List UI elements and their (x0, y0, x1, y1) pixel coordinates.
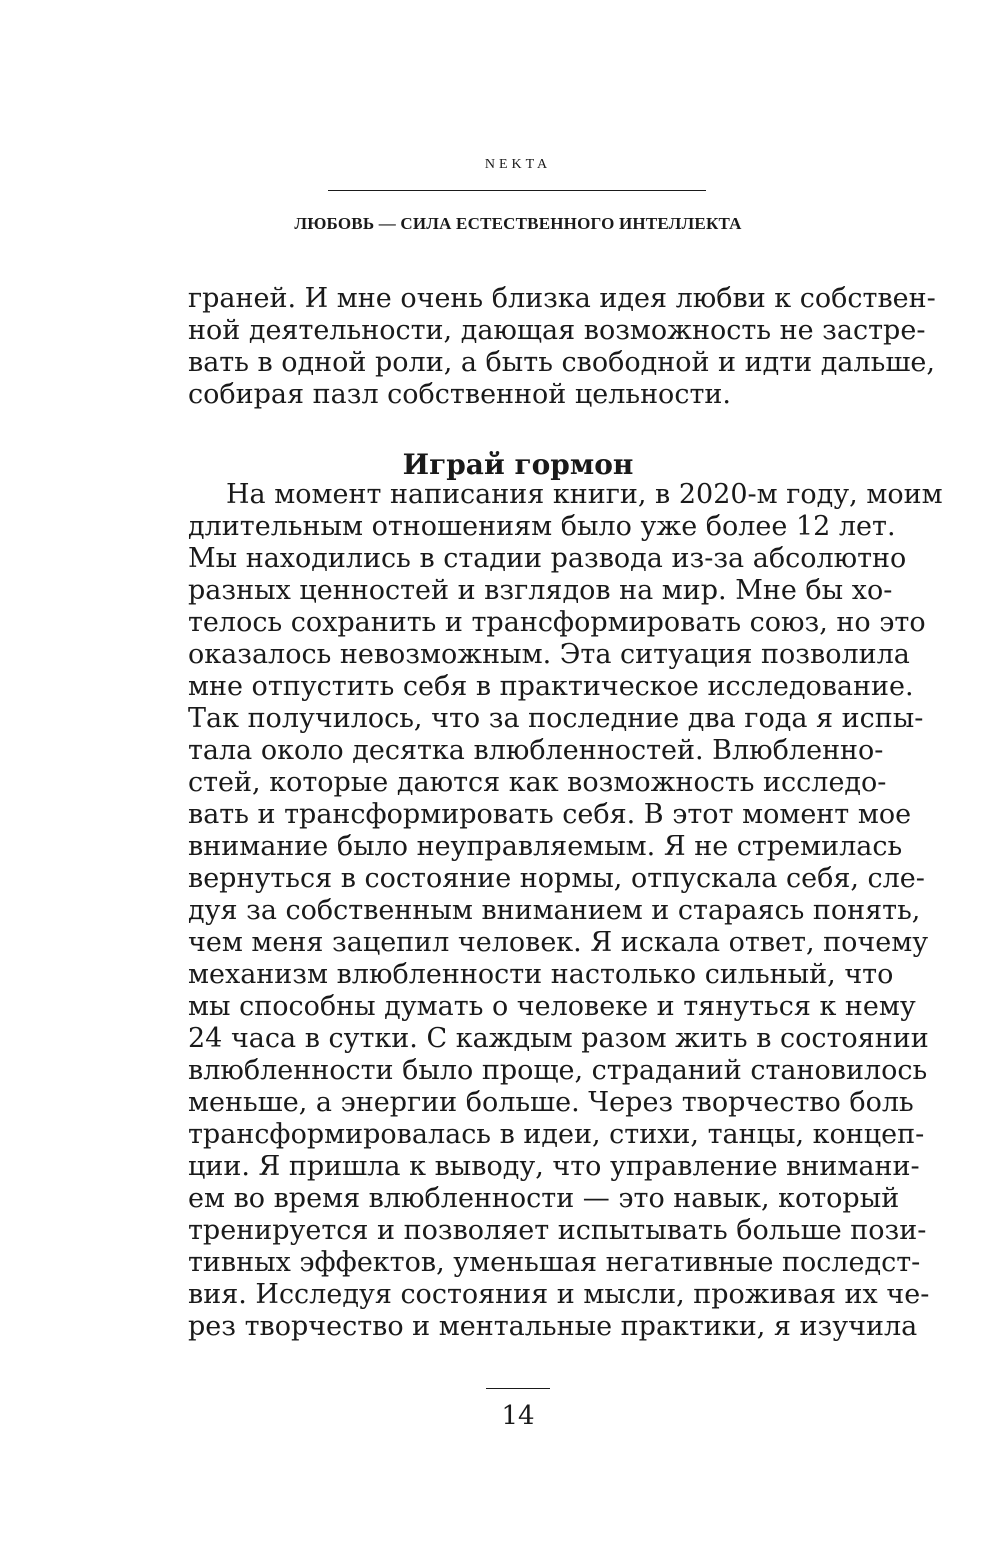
running-header-author: NEKTA (484, 157, 552, 172)
text-line: меньше, а энергии больше. Через творчество боль (188, 1087, 914, 1118)
text-line: мы способны думать о человеке и тянуться к нему (188, 991, 916, 1022)
text-line: механизм влюбленности настолько сильный, что (188, 959, 894, 990)
text-line: трансформировалась в идеи, стихи, танцы, концеп- (188, 1119, 925, 1150)
text-line: длительным отношениям было уже более 12 лет. (188, 511, 896, 542)
text-line: ции. Я пришла к выводу, что управление внимани- (188, 1151, 920, 1182)
page-number: 14 (501, 1401, 535, 1431)
text-line: дуя за собственным вниманием и стараясь понять, (188, 895, 921, 926)
text-line: разных ценностей и взглядов на мир. Мне бы хо- (188, 575, 893, 606)
text-line: вать и трансформировать себя. В этот момент мое (188, 799, 912, 830)
section-heading: Играй гормон (402, 448, 634, 481)
text-line: Мы находились в стадии развода из-за абсолютно (188, 543, 907, 574)
text-line: ем во время влюбленности — это навык, который (188, 1183, 900, 1214)
text-line: собирая пазл собственной цельности. (188, 379, 731, 410)
running-header-title: ЛЮБОВЬ — СИЛА ЕСТЕСТВЕННОГО ИНТЕЛЛЕКТА (294, 214, 742, 233)
text-line: Так получилось, что за последние два года я испы- (188, 703, 924, 734)
text-line: стей, которые даются как возможность исследо- (188, 767, 887, 798)
text-line: вернуться в состояние нормы, отпускала себя, сле- (188, 863, 925, 894)
text-line: вия. Исследуя состояния и мысли, проживая их че- (188, 1279, 930, 1310)
text-line: телось сохранить и трансформировать союз, но это (188, 607, 926, 638)
text-line: влюбленности было проще, страданий становилось (188, 1055, 928, 1086)
text-line: тренируется и позволяет испытывать больше пози- (188, 1215, 927, 1246)
text-line: тивных эффектов, уменьшая негативные последст- (188, 1247, 921, 1278)
text-line: граней. И мне очень близка идея любви к собствен- (188, 283, 936, 314)
intro-paragraph (188, 283, 936, 411)
footer-divider (486, 1388, 550, 1389)
text-line: чем меня зацепил человек. Я искала ответ, почему (188, 927, 929, 958)
text-line: внимание было неуправляемым. Я не стремилась (188, 831, 903, 862)
section-paragraph (188, 479, 943, 1343)
text-line: мне отпустить себя в практическое исследование. (188, 671, 914, 702)
text-line: оказалось невозможным. Эта ситуация позволила (188, 639, 910, 670)
text-line: вать в одной роли, а быть свободной и идти дальше, (188, 347, 935, 378)
header-divider (328, 190, 706, 191)
text-line: ной деятельности, дающая возможность не застре- (188, 315, 926, 346)
text-line: 24 часа в сутки. С каждым разом жить в состоянии (188, 1023, 929, 1054)
text-line: тала около десятка влюбленностей. Влюбленно- (188, 735, 884, 766)
text-line: На момент написания книги, в 2020-м году, моим (226, 479, 943, 510)
text-line: рез творчество и ментальные практики, я изучила (188, 1311, 918, 1342)
